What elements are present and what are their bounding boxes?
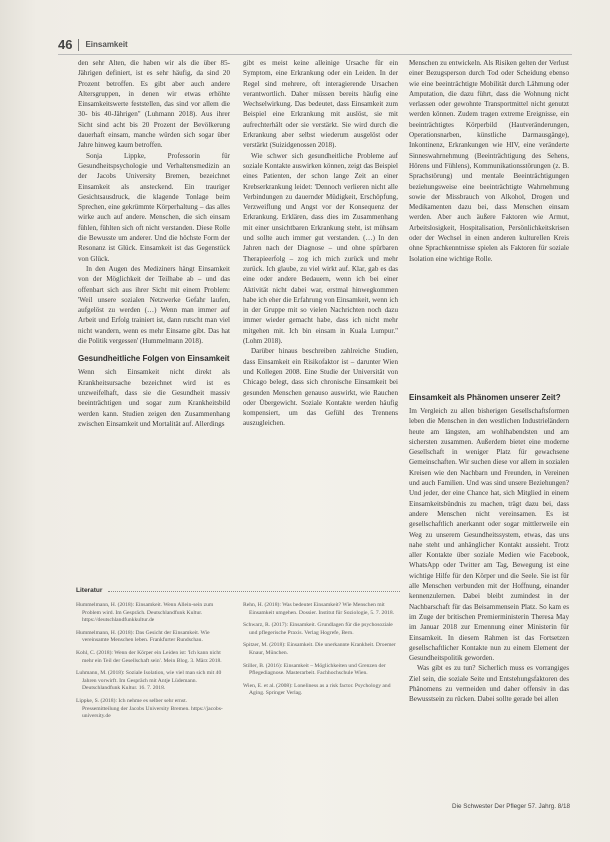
- reference-entry: Spitzer, M. (2018): Einsamkeit. Die unerkannte Krankheit. Droemer Knaur, München.: [243, 642, 396, 656]
- paragraph: Menschen zu entwickeln. Als Risiken gelten der Verlust einer Bezugsperson durch Tod oder Scheidung ebenso wie eine beeinträchtigte Mobilität durch Lähmung oder Amputation, die dazu führt, dass die Wohnung nicht verlassen oder gewohnte Transportmittel nicht genutzt werden können. Zudem tragen extreme Ereignisse, ein beeinträchtigtes Körperbild (Hautveränderungen, Operationsnarben, künstliche Darmausgänge), Inkontinenz, Erkrankungen wie HIV, eine veränderte Sinneswahrnehmung (Beeinträchtigung des Sehens, Hörens und Fühlens), Kommunikationsstörungen (z. B. Sprachstörung) und mentale Beeinträchtigungen beziehungsweise eine beeinträchtigte Wahrnehmung sowie der Missbrauch von Alkohol, Drogen und Medikamenten dazu bei, dass Menschen einsam werden. Aber auch äußere Faktoren wie Armut, Arbeitslosigkeit, Hospitalisation, Persönlichkeitskrisen oder der Wechsel in einen anderen kulturellen Kreis ohne Sprachkenntnisse spielen als Faktoren für soziale Isolation eine wichtige Rolle.: [409, 59, 569, 263]
- subheading-phaenomen: Einsamkeit als Phänomen unserer Zeit?: [409, 393, 561, 402]
- paragraph: gibt es meist keine alleinige Ursache für ein Symptom, eine Erkrankung oder ein Leiden. In der Regel sind mehrere, oft interagierende Ursachen verantwortlich. Daher müssen bereits häufig eine Wechselwirkung. Das bedeutet, dass Einsamkeit zum Beispiel eine Erkrankung mit auslöst, sie mit aufrechterhält oder sie verstärkt. Sie wird durch die Erkrankung aber selbst wiederum ausgelöst oder verstärkt (Suizidgenossen 2018).: [243, 59, 398, 150]
- reference-entry: Stiller, B. (2016): Einsamkeit – Möglichkeiten und Grenzen der Pflegediagnose. Masterarbeit. Fachhochschule Wien.: [243, 662, 386, 677]
- reference-entry: Lippke, S. (2018): Ich nehme es selber sehr ernst. Pressemitteilung der Jacobs University Bremen. https://jacobs-university.de: [76, 697, 223, 720]
- page-header: [58, 37, 128, 52]
- paragraph: Im Vergleich zu allen bisherigen Gesellschaftsformen leben die Menschen in den westlichen Industrieländern heute am längsten, am wohlhabendsten und am sichersten zusammen. Außerdem bietet eine moderne Gesellschaft in weniger Platz für gewachsene Gemeinschaften. Wir suchen diese vor allem in sozialen Kreisen wie den Nachbarn und Freunden, in Vereinen und auch Familien. Und was sind unsere Beziehungen? Und jeder, der eine Chance hat, sich Mitglied in einem Einsamkeitsbündnis zu machen, trägt dazu bei, dass andere Menschen nicht vereinsamen. Es ist gesellschaftlich anerkannt oder sogar mittlerweile ein Weg zu unserem Gesundheitssystem, etwas, das uns nahe steht und anhänglicher Kontakt aussieht. Trotz aller Kontakte über soziale Medien wie Facebook, WhatsApp oder Twitter am Tag, Bewegung ist eine wichtige Hilfe für den Körper und die Seele. Sie ist für alle Menschen verbunden mit der Hoffnung, einander kennenzulernen. Dabei bleibt zumindest in der Nachbarschaft für das Beisammensein Platz. So kam es im Zuge der britischen Premierministerin Theresa May im Januar 2018 zur Ernennung einer Ministerin für Einsamkeit. In diesem Rahmen ist das Fortsetzen gesellschaftlicher Kontakte nun zu einem Element der Gesundheitspolitik geworden.: [409, 407, 569, 663]
- column-1: [78, 58, 230, 429]
- reference-entry: Hummelmann, H. (2018): Das Gesicht der Einsamkeit. Wie vereinsamte Menschen leben. Frankfurter Rundschau.: [76, 629, 210, 644]
- paragraph: Darüber hinaus beschreiben zahlreiche Studien, dass Einsamkeit ein Risikofaktor ist – darunter Wien und Kollegen 2008. Eine Studie der Universität von Chicago belegt, dass sich chronische Einsamkeit bei gesunden Menschen genauso auswirkt, wie Rauchen oder Übergewicht. Soziale Kontakte werden häufig kompensiert, um das Gefühl des Trennens auszugleichen.: [243, 347, 398, 428]
- reference-entry: Luhmann, M. (2018): Soziale Isolation, wie viel man sich mit 40 Jahren vorwirft. Im Gespräch mit Antje Lüdemann. Deutschlandfunk Kultur. 16. 7. 2018.: [76, 670, 222, 692]
- section-title: Einsamkeit: [85, 40, 128, 49]
- header-separator: [78, 39, 79, 51]
- references-left: [76, 602, 224, 726]
- reference-entry: Wien, E. et al. (2008): Loneliness as a risk factor. Psychology and Aging. Springer Verlag.: [243, 682, 391, 697]
- column-2: [243, 58, 398, 429]
- subheading-folgen: Gesundheitliche Folgen von Einsamkeit: [78, 354, 230, 364]
- paragraph: In den Augen des Mediziners hängt Einsamkeit von der Möglichkeit der Teilhabe ab – und das offenbart sich aus ihrer Sicht mit einem Problem: 'Weil unsere sozialen Netzwerke Gefahr laufen, aufgelöst zu werden (…) Wenn man immer auf Arbeit und Erfolg trainiert ist, dann rutscht man viel nicht wandern, wenn es mehr Einsame gibt. Das hat die Politik vergessen' (Hummelmann 2018).: [78, 264, 230, 346]
- references-label: Literatur: [76, 587, 103, 594]
- paragraph: Wenn sich Einsamkeit nicht direkt als Krankheitsursache bezeichnet wird ist es unzweifelhaft, dass sie die Gesundheit massiv beeinträchtigen und sogar zum Krankheitsbild werden kann. Studien zeigen den Zusammenhang zwischen Einsamkeit und Mortalität auf. Allerdings: [78, 368, 230, 428]
- references-rule: [108, 591, 400, 592]
- reference-entry: Kohl, C. (2018): Wenn der Körper ein Leiden ist: 'Ich kann nicht mehr ein Teil der Gesellschaft sein'. Mein Blog. 3. März 2018.: [76, 649, 222, 664]
- paragraph: Wie schwer sich gesundheitliche Probleme auf soziale Kontakte auswirken können, zeigt das Beispiel eines Patienten, der schon lange Zeit an einer Krebserkrankung leidet: 'Dennoch verlieren nicht alle Verbindungen zu dauernder Müdigkeit, Erschöpfung, Verzweiflung und Angst vor der Konsequenz der Erkrankung. Erklären, dass dies im Zusammenhang mit einer unsichtbaren Erkrankung steht, ist mühsam und sollte auch immer gut verstanden. (…) In den Jahren nach der Diagnose – und ohne spürbaren Therapieerfolg – zog ich mich zurück und mehr zurück. Ich glaube, zu viel wirkt auf. Klar, gab es das eine oder andere Bedauern, wenn ich bei einer Aktivität nicht dabei war, erstmal hinwegkommen habe ich eher die Erfahrung von Einsamkeit, wenn ich in der Gruppe mit so vielen Nachrichten noch dazu immer wieder gemacht habe, dass ich nicht mehr mitgehen mit. Ich bin einsam in Kuala Lumpur." (Lohm 2018).: [243, 151, 398, 346]
- page-number: 46: [58, 37, 73, 52]
- header-rule: [58, 54, 572, 55]
- column-3-lower: [409, 385, 569, 705]
- references-right: [243, 602, 398, 703]
- reference-entry: Hummelmann, H. (2018): Einsamkeit. Wenn Allein-sein zum Problem wird. Im Gespräch. Deutschlandfunk Kultur. https://deutschlandfunkkultur.de: [76, 602, 214, 624]
- column-3: [409, 58, 569, 264]
- paragraph: Sonja Lippke, Professorin für Gesundheitspsychologie und Verhaltensmedizin an der Jacobs University Bremen, bezeichnet Einsamkeit als ansteckend. Ein trauriger Gesichtsausdruck, die klagende Tonlage beim Sprechen, eine gekrümmte Körperhaltung – das alles wirke auch auf andere. Menschen, die sich einsam fühlen, fühlten sich oft nicht verstanden. Diese Rolle die Bewusste um anderer. Und die höchste Form der Resonanz ist Glück. Einsamkeit ist das Gegenstück von Glück.: [78, 151, 230, 263]
- paragraph: den sehr Alten, die haben wir als die über 85-Jährigen definiert, ist es sehr häufig, da sind 20 Prozent betroffen. Es gibt aber auch andere Altersgruppen, in denen wir etwas erhöhte Einsamkeitswerte feststellen, das sind vor allem die 30- bis 40-Jährigen" (Luhmann 2018). Aus ihrer Sicht sind acht bis 20 Prozent der Bevölkerung dauerhaft einsam, manche würden sich sogar über Jahre hinweg kaum betroffen.: [78, 59, 230, 150]
- reference-entry: Rehn, H. (2018): Was bedeutet Einsamkeit? Wie Menschen mit Einsamkeit umgehen. Dossier. Institut für Soziologie, 5. 7. 2018.: [243, 602, 395, 616]
- paragraph: Was gibt es zu tun? Sicherlich muss es vorrangiges Ziel sein, die soziale Seite und Entstehungsfaktoren des Phänomens zu vermeiden und daher offensiv in das Bewusstsein zu rücken. Dabei sollte gerade bei allen: [409, 664, 569, 704]
- reference-entry: Schwarz, R. (2017): Einsamkeit. Grundlagen für die psychosoziale und pflegerische Praxis. Verlag Hogrefe, Bern.: [243, 622, 393, 636]
- page-footer: Die Schwester Der Pfleger 57. Jahrg. 8/18: [452, 803, 570, 810]
